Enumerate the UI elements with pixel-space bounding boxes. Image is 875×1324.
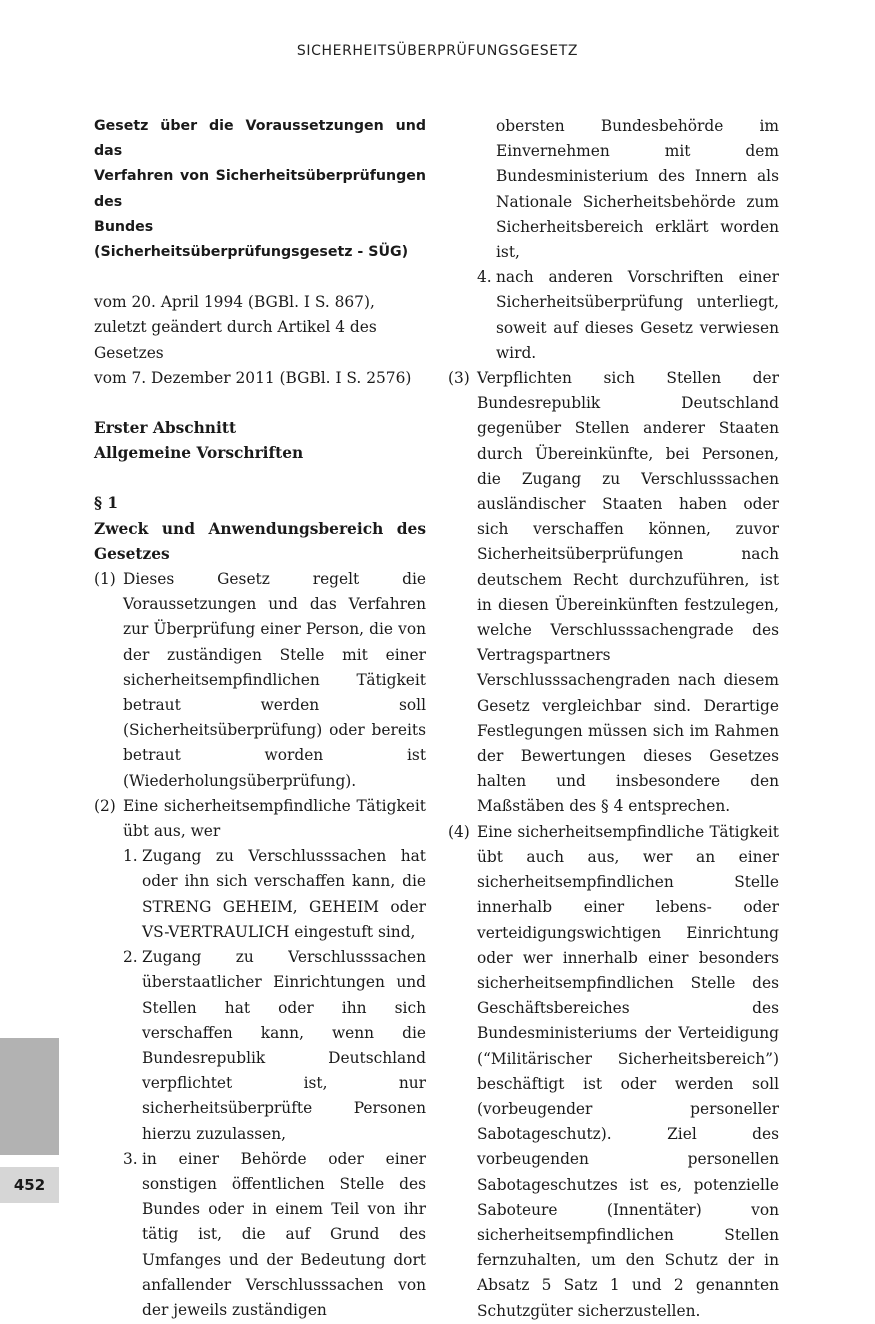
list-item — [123, 945, 426, 1147]
list-item-text: in einer Behörde oder einer sonstigen öffentlichen Stelle des Bundes oder in einem Teil von ihr tätig ist, die auf Grund des Umfanges und der Bedeutung dort anfallender Verschlusssachen von der jeweils zuständigen — [142, 1149, 426, 1319]
meta-line: zuletzt geändert durch Artikel 4 des Gesetzes — [94, 318, 377, 362]
clause-number: (3) — [448, 369, 470, 388]
section-number: Erster Abschnitt — [94, 419, 237, 438]
law-title-line: Gesetz über die Voraussetzungen und das — [94, 118, 426, 160]
paragraph-heading: Zweck und Anwendungsbereich des Gesetzes — [94, 519, 426, 563]
clause-text: Verpflichten sich Stellen der Bundesrepublik Deutschland gegenüber Stellen anderer Staaten durch Übereinkünfte, bei Personen, die Zugang zu Verschlusssachen ausländischer Staaten haben oder sich verschaffen können, zuvor Sicherheitsüberprüfungen nach deutschem Recht durchzuführen, ist in diesen Übereinkünften festzulegen, welche Verschlusssachengrade des Vertragspartners Verschlusssachengraden nach diesem Gesetz vergleichbar sind. Derartige Festlegungen müssen sich im Rahmen der Bewertungen dieses Gesetzes halten und insbesondere den Maßstäben des § 4 entsprechen. — [477, 369, 779, 816]
clause-4 — [448, 820, 779, 1324]
clause-number: (2) — [94, 796, 116, 815]
list-item-number: 3. — [123, 1149, 138, 1168]
law-title-line: Verfahren von Sicherheitsüberprüfungen des — [94, 168, 426, 210]
law-title-short: (Sicherheitsüberprüfungsgesetz - SÜG) — [94, 244, 409, 261]
clause-text: Eine sicherheitsempfindliche Tätigkeit übt aus, wer — [123, 796, 426, 841]
page-number: 452 — [0, 1167, 59, 1203]
law-title — [94, 114, 426, 265]
paragraph-sign: § 1 — [94, 494, 119, 513]
meta-line: vom 7. Dezember 2011 (BGBl. I S. 2576) — [94, 368, 412, 387]
list-item — [123, 844, 426, 945]
clause-number: (1) — [94, 570, 116, 589]
law-metadata — [94, 290, 426, 391]
list-item-text: Zugang zu Verschlusssachen überstaatlicher Einrichtungen und Stellen hat oder ihn sich verschaffen kann, wenn die Bundesrepublik Deutschland verpflichtet ist, nur sicherheitsüberprüfte Personen hierzu zuzulassen, — [142, 948, 426, 1143]
list-item-number: 1. — [123, 847, 138, 866]
left-column — [94, 114, 426, 1323]
list-item-continuation: obersten Bundesbehörde im Einvernehmen mit dem Bundesministerium des Innern als Nationale Sicherheitsbehörde zum Sicherheitsbereich erklärt worden ist, — [496, 117, 779, 262]
clause-text: Dieses Gesetz regelt die Voraussetzungen und das Verfahren zur Überprüfung einer Person, die von der zuständigen Stelle mit einer sicherheitsempfindlichen Tätigkeit betraut werden soll (Sicherheitsüberprüfung) oder bereits betraut worden ist (Wiederholungsüberprüfung). — [123, 570, 426, 790]
list-item-number: 2. — [123, 948, 138, 967]
clause-number: (4) — [448, 822, 470, 841]
list-item-number: 4. — [477, 268, 492, 287]
section-heading — [94, 416, 426, 466]
list-item — [448, 265, 779, 366]
list-item-text: Zugang zu Verschlusssachen hat oder ihn sich verschaffen kann, die STRENG GEHEIM, GEHEIM oder VS-VERTRAULICH eingestuft sind, — [142, 847, 426, 941]
list-item-text: nach anderen Vorschriften einer Sicherheitsüberprüfung unterliegt, soweit auf dieses Gesetz verwiesen wird. — [496, 268, 779, 362]
list-item — [123, 1147, 426, 1323]
clause-text: Eine sicherheitsempfindliche Tätigkeit übt auch aus, wer an einer sicherheitsempfindlichen Stelle innerhalb einer lebens- oder verteidigungswichtigen Einrichtung oder wer innerhalb einer besonders sicherheitsempfindlichen Stelle des Geschäftsbereiches des Bundesministeriums der Verteidigung (“Militärischer Sicherheitsbereich”) beschäftigt ist oder werden soll (vorbeugender personeller Sabotageschutz). Ziel des vorbeugenden personellen Sabotageschutzes ist es, potenzielle Saboteure (Innentäter) von sicherheitsempfindlichen Stellen fernzuhalten, um den Schutz der in Absatz 5 Satz 1 und 2 genannten Schutzgüter sicherzustellen. — [477, 822, 779, 1320]
clause-1 — [94, 567, 426, 794]
section-title: Allgemeine Vorschriften — [94, 444, 304, 463]
chapter-tab — [0, 1038, 59, 1155]
clause-3 — [448, 366, 779, 820]
clause-2 — [94, 794, 426, 844]
law-title-line: Bundes — [94, 218, 154, 235]
running-header: SICHERHEITSÜBERPRÜFUNGSGESETZ — [296, 43, 579, 59]
right-column — [448, 114, 779, 1324]
meta-line: vom 20. April 1994 (BGBl. I S. 867), — [94, 293, 375, 312]
